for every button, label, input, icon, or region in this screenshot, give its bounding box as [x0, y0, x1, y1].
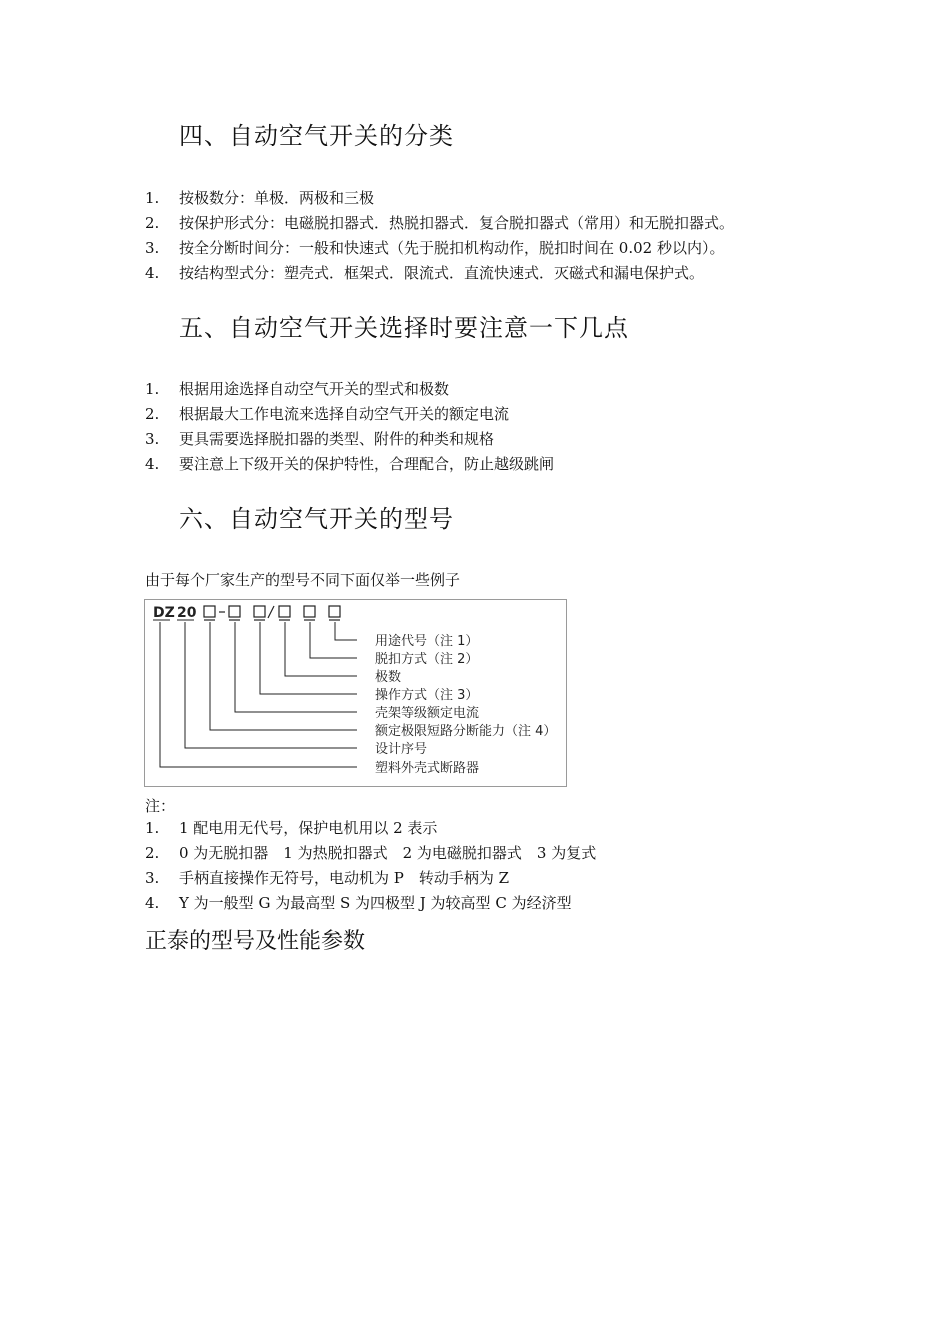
note-text: 手柄直接操作无符号，电动机为 P 转动手柄为 Z	[179, 869, 510, 887]
diagram-label-poles: 极数	[375, 670, 402, 685]
list-item	[145, 452, 554, 477]
list-item	[145, 211, 734, 236]
item-text: 按保护形式分：电磁脱扣器式．热脱扣器式．复合脱扣器式（常用）和无脱扣器式。	[179, 214, 735, 232]
item-number: 1.	[145, 380, 160, 398]
note-number: 2.	[145, 844, 160, 862]
item-text: 要注意上下级开关的保护特性，合理配合，防止越级跳闸	[179, 455, 555, 473]
diagram-label-breaker-type: 塑料外壳式断路器	[375, 761, 480, 776]
selection-list	[145, 377, 554, 477]
diagram-label-operation: 操作方式（注 3）	[375, 688, 479, 703]
item-text: 按全分断时间分：一般和快速式（先于脱扣机构动作，脱扣时间在 0.02 秒以内）。	[179, 239, 725, 257]
note-number: 1.	[145, 819, 160, 837]
chint-model-title: 正泰的型号及性能参数	[145, 929, 366, 954]
model-intro: 由于每个厂家生产的型号不同下面仅举一些例子	[145, 571, 461, 589]
diagram-label-breaking-capacity: 额定极限短路分断能力（注 4）	[375, 724, 557, 739]
diagram-label-usage-code: 用途代号（注 1）	[375, 634, 479, 649]
note-item	[145, 841, 596, 866]
code-placeholder-boxes	[204, 606, 340, 620]
model-code-diagram	[144, 599, 567, 787]
item-text: 根据最大工作电流来选择自动空气开关的额定电流	[179, 405, 510, 423]
note-item	[145, 816, 596, 841]
item-number: 2.	[145, 214, 160, 232]
note-item	[145, 891, 596, 916]
item-number: 1.	[145, 189, 160, 207]
section-heading-selection: 五、自动空气开关选择时要注意一下几点	[179, 314, 629, 342]
list-item	[145, 186, 734, 211]
item-text: 更具需要选择脱扣器的类型、附件的种类和规格	[179, 430, 495, 448]
item-text: 按极数分：单极．两极和三极	[179, 189, 375, 207]
list-item	[145, 236, 734, 261]
diagram-label-design-serial: 设计序号	[375, 742, 428, 757]
note-text: Y 为一般型 G 为最高型 S 为四极型 J 为较高型 C 为经济型	[179, 894, 572, 912]
item-text: 根据用途选择自动空气开关的型式和极数	[179, 380, 450, 398]
list-item	[145, 377, 554, 402]
classification-list	[145, 186, 734, 286]
list-item	[145, 402, 554, 427]
connector-lines	[160, 622, 357, 767]
item-number: 3.	[145, 430, 160, 448]
section-heading-classification: 四、自动空气开关的分类	[179, 122, 454, 150]
item-text: 按结构型式分：塑壳式．框架式．限流式．直流快速式．灭磁式和漏电保护式。	[179, 264, 705, 282]
list-item	[145, 427, 554, 452]
code-prefix: DZ	[153, 605, 175, 621]
note-number: 4.	[145, 894, 160, 912]
notes-title: 注：	[145, 797, 176, 815]
diagram-label-trip-mode: 脱扣方式（注 2）	[375, 652, 479, 667]
list-item	[145, 261, 734, 286]
code-number: 20	[177, 605, 197, 621]
item-number: 2.	[145, 405, 160, 423]
diagram-label-frame-current: 壳架等级额定电流	[375, 706, 480, 721]
item-number: 4.	[145, 264, 160, 282]
note-number: 3.	[145, 869, 160, 887]
item-number: 3.	[145, 239, 160, 257]
note-text: 1 配电用无代号，保护电机用以 2 表示	[179, 819, 438, 837]
notes-list	[145, 816, 596, 916]
section-heading-model: 六、自动空气开关的型号	[179, 505, 454, 533]
note-text: 0 为无脱扣器 1 为热脱扣器式 2 为电磁脱扣器式 3 为复式	[179, 844, 597, 862]
item-number: 4.	[145, 455, 160, 473]
note-item	[145, 866, 596, 891]
